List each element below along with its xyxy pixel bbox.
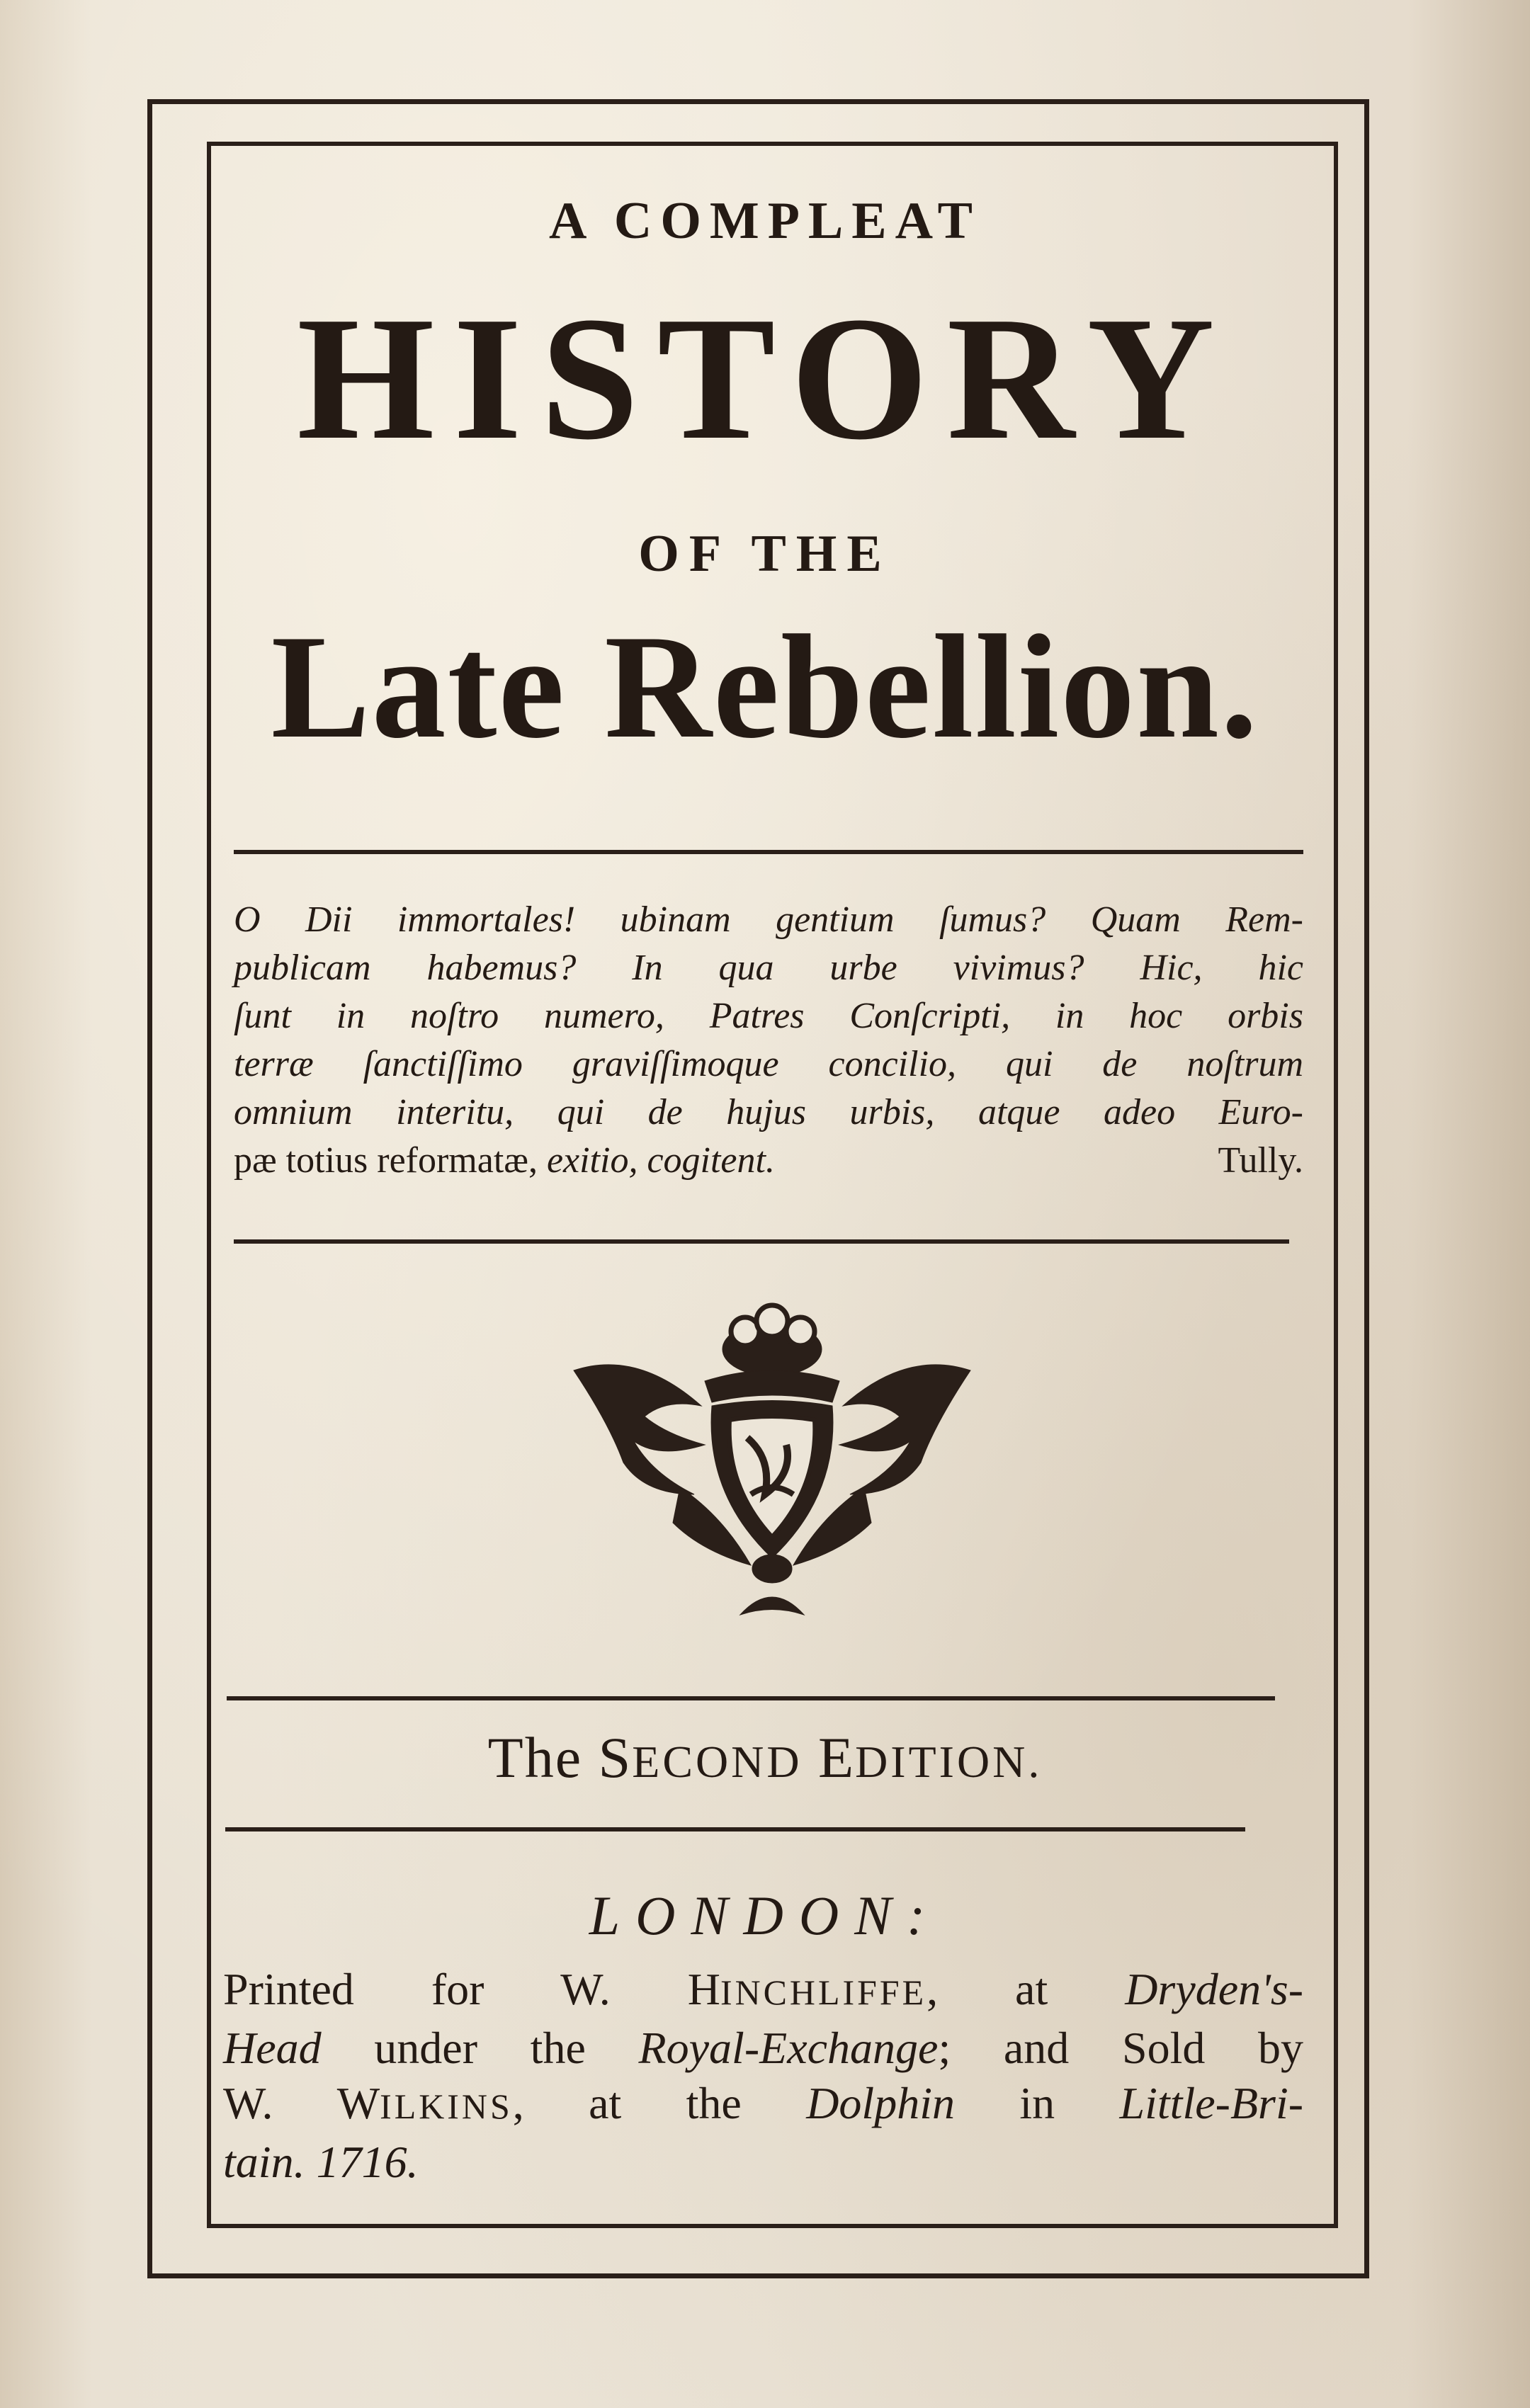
epigraph-line: omnium interitu, qui de hujus urbis, atque adeo Euro- bbox=[234, 1092, 1303, 1132]
imprint-block bbox=[223, 1962, 1303, 2190]
epigraph-attribution: Tully. bbox=[1218, 1140, 1303, 1181]
imprint-italic: Dryden's- bbox=[1125, 1964, 1304, 2014]
edition-e-cap: E bbox=[818, 1725, 856, 1790]
epigraph-line: ſunt in noſtro numero, Patres Conſcripti, in hoc orbis bbox=[234, 996, 1303, 1036]
floral-crest-ornament-icon bbox=[560, 1282, 985, 1636]
imprint-smallcaps: INCHLIFFE bbox=[720, 1973, 927, 2012]
imprint-italic: Royal-Exchange bbox=[638, 2023, 939, 2073]
title-line-history: HISTORY bbox=[297, 280, 1233, 477]
imprint-italic: Dolphin bbox=[806, 2078, 955, 2128]
imprint-italic: Little-Bri- bbox=[1119, 2078, 1304, 2128]
imprint-line-1 bbox=[223, 1962, 1303, 2021]
imprint-year: 1716. bbox=[316, 2137, 419, 2187]
edition-dition: DITION. bbox=[855, 1737, 1043, 1787]
outer-border-top bbox=[147, 99, 1369, 104]
divider-rule-3 bbox=[227, 1696, 1275, 1700]
epigraph-line: terræ ſanctiſſimo graviſſimoque concilio, qui de noſtrum bbox=[234, 1044, 1303, 1084]
epigraph-last-line bbox=[234, 1137, 1303, 1185]
imprint-text: under the bbox=[374, 2023, 586, 2073]
inner-border-top bbox=[207, 142, 1338, 146]
imprint-text: ; and Sold by bbox=[938, 2023, 1304, 2073]
imprint-place: LONDON: bbox=[589, 1885, 941, 1946]
divider-rule-4 bbox=[225, 1827, 1245, 1831]
imprint-line-2 bbox=[223, 2021, 1303, 2076]
imprint-smallcaps: ILKINS bbox=[380, 2087, 513, 2126]
imprint-italic: tain. bbox=[223, 2137, 305, 2187]
imprint-text: , at bbox=[926, 1964, 1048, 2014]
imprint-line-3 bbox=[223, 2076, 1303, 2135]
imprint-text: in bbox=[1019, 2078, 1055, 2128]
edition-statement bbox=[0, 1725, 1530, 1791]
edition-econd: ECOND bbox=[632, 1737, 803, 1787]
title-line-a-compleat: A COMPLEAT bbox=[549, 192, 981, 250]
imprint-text: H bbox=[687, 1964, 720, 2014]
imprint-text: W bbox=[336, 2078, 380, 2128]
inner-border-bottom bbox=[207, 2224, 1338, 2228]
edition-the: The bbox=[487, 1725, 583, 1790]
edition-s-cap: S bbox=[598, 1725, 633, 1790]
imprint-italic: Head bbox=[223, 2023, 322, 2073]
imprint-text: W. bbox=[223, 2078, 273, 2128]
outer-border-bottom bbox=[147, 2273, 1369, 2278]
imprint-line-4 bbox=[223, 2135, 1303, 2190]
imprint-text: , at the bbox=[512, 2078, 742, 2128]
epigraph-italic-text: exitio, cogitent. bbox=[546, 1140, 775, 1181]
latin-epigraph bbox=[234, 896, 1303, 1185]
title-line-late-rebellion: Late Rebellion. bbox=[271, 605, 1259, 769]
title-line-of-the: OF THE bbox=[638, 525, 892, 583]
epigraph-roman-text: pæ totius reformatæ, bbox=[234, 1140, 538, 1181]
divider-rule-1 bbox=[234, 850, 1303, 854]
divider-rule-2 bbox=[234, 1239, 1289, 1244]
imprint-text: Printed for W. bbox=[223, 1964, 611, 2014]
epigraph-line: O Dii immortales! ubinam gentium ſumus? Quam Rem- bbox=[234, 899, 1303, 940]
epigraph-line: publicam habemus? In qua urbe vivimus? Hic, hic bbox=[234, 948, 1303, 988]
